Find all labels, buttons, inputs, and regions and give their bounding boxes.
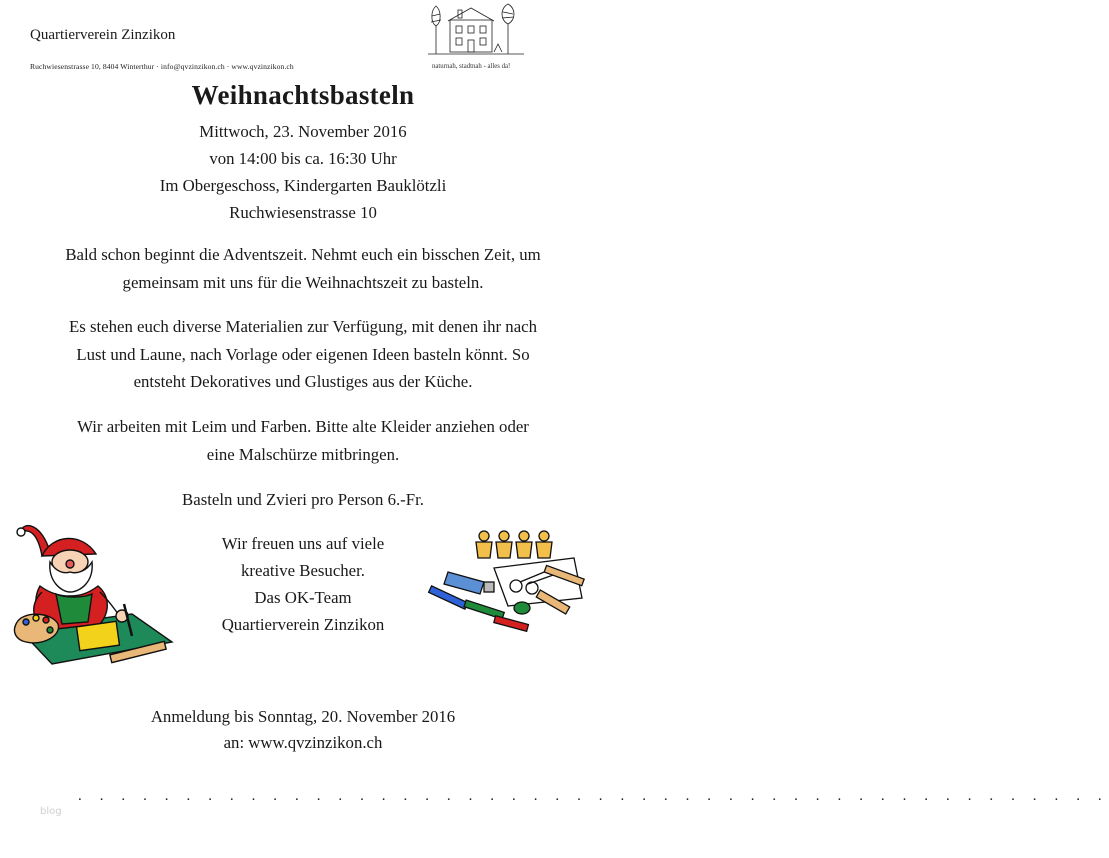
event-place: Im Obergeschoss, Kindergarten Bauklötzli	[159, 176, 447, 195]
price-line: Basteln und Zvieri pro Person 6.-Fr.	[182, 490, 424, 509]
clothing-paragraph	[30, 413, 576, 468]
organization-name: Quartierverein Zinzikon	[30, 27, 176, 43]
paragraph-line: eine Malschürze mitbringen.	[206, 444, 400, 464]
event-time: von 14:00 bis ca. 16:30 Uhr	[209, 149, 397, 168]
closing-line: Wir freuen uns auf viele	[221, 534, 385, 553]
cut-line: . . . . . . . . . . . . . . . . . . . . . . . . . . . . . . . . . . . . . . . . . . . . . . . .	[78, 788, 1109, 804]
event-street: Ruchwiesenstrasse 10	[229, 203, 377, 222]
paragraph-line: gemeinsam mit uns für die Weihnachtszeit zu basteln.	[122, 272, 484, 292]
registration-contact: an: www.qvzinzikon.ch	[223, 733, 383, 752]
paragraph-line: Lust und Laune, nach Vorlage oder eigenen Ideen basteln könnt. So	[76, 344, 530, 364]
paragraph-line: Es stehen euch diverse Materialien zur Verfügung, mit denen ihr nach	[68, 317, 537, 336]
closing-line: kreative Besucher.	[241, 561, 365, 580]
watermark: blog	[40, 806, 62, 817]
registration-deadline: Anmeldung bis Sonntag, 20. November 2016	[150, 707, 456, 726]
closing-line: Quartierverein Zinzikon	[221, 615, 385, 634]
address-line: Ruchwiesenstrasse 10, 8404 Winterthur · info@qvzinzikon.ch · www.qvzinzikon.ch	[30, 62, 294, 71]
house-logo-icon	[428, 2, 524, 60]
gnome-painting-icon	[12, 512, 177, 667]
event-date: Mittwoch, 23. November 2016	[199, 122, 407, 141]
intro-paragraph	[30, 241, 576, 296]
closing-line: Das OK-Team	[254, 588, 352, 607]
slogan: naturnah, stadtnah - alles da!	[432, 63, 511, 70]
paragraph-line: Bald schon beginnt die Adventszeit. Nehmt euch ein bisschen Zeit, um	[65, 245, 541, 264]
craft-supplies-icon	[424, 528, 584, 643]
paragraph-line: Wir arbeiten mit Leim und Farben. Bitte alte Kleider anziehen oder	[77, 417, 529, 436]
page-title: Weihnachtsbasteln	[191, 80, 415, 110]
materials-paragraph	[30, 313, 576, 396]
paragraph-line: entsteht Dekoratives und Glustiges aus der Küche.	[133, 372, 473, 391]
